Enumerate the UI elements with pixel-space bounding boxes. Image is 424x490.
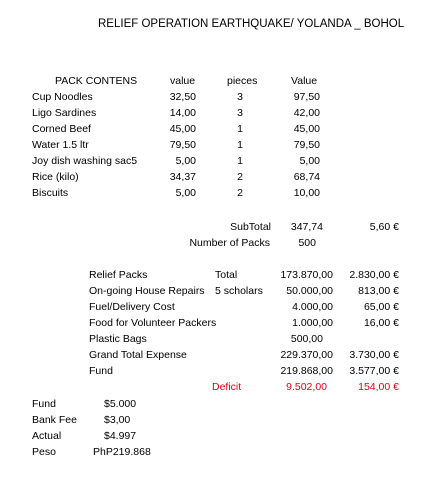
expense-php: 500,00 [290, 333, 323, 345]
pack-item-name: Ligo Sardines [32, 107, 97, 119]
packs-label: Number of Packs [189, 237, 270, 249]
pack-item-value: 5,00 [175, 187, 196, 199]
pack-item-value: 45,00 [169, 123, 196, 135]
expense-eur: 3.577,00 € [349, 365, 399, 377]
expense-label: Relief Packs [89, 269, 148, 281]
expense-php: 1.000,00 [292, 317, 333, 329]
page-title: RELIEF OPERATION EARTHQUAKE/ YOLANDA _ BOHOL [98, 18, 405, 30]
fund-label: Bank Fee [32, 414, 77, 426]
expense-label: Fuel/Delivery Cost [89, 301, 175, 313]
pack-item-pieces: 3 [237, 107, 243, 119]
fund-value: $5.000 [104, 398, 137, 410]
pack-item-total: 68,74 [293, 171, 320, 183]
subtotal-php: 347,74 [290, 221, 323, 233]
fund-label: Peso [32, 446, 56, 458]
expense-eur: 813,00 € [358, 285, 399, 297]
pack-item-value: 79,50 [169, 139, 196, 151]
deficit-eur: 154,00 € [358, 381, 399, 393]
subtotal-eur: 5,60 € [369, 221, 399, 233]
expense-note: Total [215, 269, 238, 281]
pack-item-name: Rice (kilo) [32, 171, 79, 183]
pack-item-value: 32,50 [169, 91, 196, 103]
pack-item-total: 97,50 [293, 91, 320, 103]
pack-item-pieces: 1 [237, 139, 243, 151]
pack-item-pieces: 3 [237, 91, 243, 103]
expense-php: 50.000,00 [286, 285, 333, 297]
pack-item-value: 34,37 [169, 171, 196, 183]
fund-value: $4.997 [104, 430, 137, 442]
expense-php: 229.370,00 [280, 349, 333, 361]
expense-note: 5 scholars [215, 285, 263, 297]
pack-item-name: Joy dish washing sac5 [32, 155, 138, 167]
fund-value: PhP219.868 [93, 446, 151, 458]
expense-label: On-going House Repairs [89, 285, 205, 297]
pack-item-total: 5,00 [299, 155, 320, 167]
pack-item-pieces: 2 [237, 187, 243, 199]
pack-item-value: 14,00 [169, 107, 196, 119]
expense-php: 219.868,00 [280, 365, 333, 377]
deficit-label: Deficit [212, 381, 242, 393]
expense-eur: 16,00 € [363, 317, 399, 329]
expense-label: Food for Volunteer Packers [89, 317, 217, 329]
pack-item-name: Biscuits [32, 187, 69, 199]
pack-item-pieces: 1 [237, 123, 243, 135]
expense-php: 4.000,00 [292, 301, 333, 313]
pack-item-pieces: 2 [237, 171, 243, 183]
pack-item-total: 10,00 [293, 187, 320, 199]
pack-header-total: Value [291, 75, 318, 87]
expense-eur: 65,00 € [363, 301, 399, 313]
pack-item-pieces: 1 [237, 155, 243, 167]
expense-label: Plastic Bags [89, 333, 147, 345]
packs-count: 500 [298, 237, 316, 249]
expense-label: Grand Total Expense [89, 349, 187, 361]
pack-item-name: Corned Beef [32, 123, 91, 135]
pack-header-value: value [170, 75, 196, 87]
expense-eur: 2.830,00 € [349, 269, 399, 281]
fund-label: Fund [32, 398, 56, 410]
deficit-php: 9.502,00 [286, 381, 327, 393]
pack-item-value: 5,00 [175, 155, 196, 167]
expense-eur: 3.730,00 € [349, 349, 399, 361]
pack-item-name: Water 1.5 ltr [32, 139, 89, 151]
fund-value: $3,00 [104, 414, 131, 426]
pack-header-name: PACK CONTENS [55, 75, 138, 87]
pack-item-total: 45,00 [293, 123, 320, 135]
pack-header-pieces: pieces [227, 75, 258, 87]
subtotal-label: SubTotal [230, 221, 271, 233]
pack-item-total: 42,00 [293, 107, 320, 119]
pack-item-total: 79,50 [293, 139, 320, 151]
expense-php: 173.870,00 [280, 269, 333, 281]
fund-label: Actual [32, 430, 62, 442]
expense-label: Fund [89, 365, 113, 377]
pack-item-name: Cup Noodles [32, 91, 93, 103]
